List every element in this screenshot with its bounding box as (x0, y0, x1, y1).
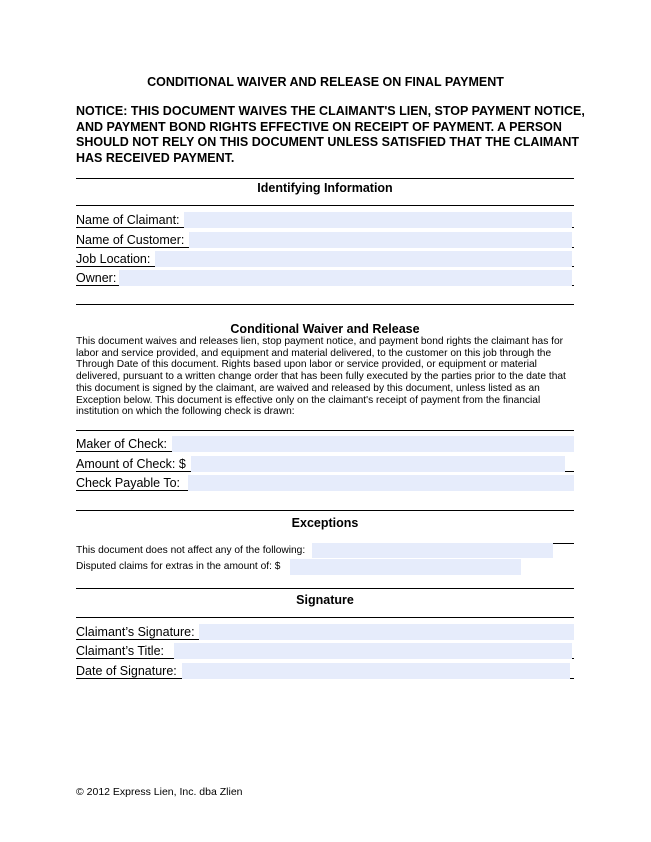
divider (76, 205, 574, 206)
claimant-title-label: Claimant’s Title: (76, 644, 164, 658)
document-title: CONDITIONAL WAIVER AND RELEASE ON FINAL PAYMENT (147, 75, 504, 89)
job-location-label: Job Location: (76, 252, 151, 266)
divider (76, 510, 574, 511)
not-affected-row (76, 543, 556, 558)
claimant-signature-input[interactable] (199, 624, 574, 640)
not-affected-input[interactable] (312, 543, 553, 558)
date-of-signature-row (76, 663, 574, 680)
divider (76, 617, 574, 618)
not-affected-label: This document does not affect any of the following: (76, 545, 306, 556)
notice-text: NOTICE: THIS DOCUMENT WAIVES THE CLAIMANT'S LIEN, STOP PAYMENT NOTICE, AND PAYMENT BOND RIGHTS EFFECTIVE ON RECEIPT OF PAYMENT. A PERSON SHOULD NOT RELY ON THIS DOCUMENT UNLESS SATISFIED THAT THE CLAIMANT HAS RECEIVED PAYMENT. (76, 104, 585, 165)
disputed-claims-label: Disputed claims for extras in the amount of: $ (76, 561, 281, 572)
divider (76, 178, 574, 179)
check-payable-input[interactable] (188, 475, 574, 491)
claimant-title-input[interactable] (174, 643, 572, 659)
claimant-name-row (76, 212, 574, 229)
amount-of-check-label: Amount of Check: $ (76, 457, 186, 471)
customer-name-label: Name of Customer: (76, 233, 185, 247)
claimant-signature-row (76, 624, 574, 641)
amount-of-check-input[interactable] (191, 456, 565, 472)
maker-of-check-label: Maker of Check: (76, 437, 168, 451)
waiver-body-text: This document waives and releases lien, stop payment notice, and payment bond rights the claimant has for labor and service provided, and equipment and material delivered, to the customer on this job through the Through Date of this document. Rights based upon labor or service provided, or equipment or material delivered, pursuant to a written change order that has been fully executed by the parties prior to the date that this document is signed by the claimant, are waived and released by this document, unless listed as an Exception below. This document is effective only on the claimant's receipt of payment from the financial institution on which the following check is drawn: (76, 336, 566, 418)
customer-name-input[interactable] (189, 232, 572, 248)
amount-of-check-row (76, 456, 574, 473)
claimant-name-label: Name of Claimant: (76, 213, 180, 227)
copyright-footer: © 2012 Express Lien, Inc. dba Zlien (76, 786, 243, 798)
signature-heading: Signature (296, 593, 354, 607)
customer-name-row (76, 232, 574, 249)
owner-row (76, 270, 574, 287)
job-location-row (76, 251, 574, 268)
maker-of-check-row (76, 436, 574, 453)
divider (553, 543, 574, 544)
divider (76, 588, 574, 589)
owner-label: Owner: (76, 271, 117, 285)
maker-of-check-input[interactable] (172, 436, 574, 452)
owner-input[interactable] (119, 270, 572, 286)
identifying-heading: Identifying Information (257, 181, 393, 195)
exceptions-heading: Exceptions (291, 516, 359, 530)
divider (76, 430, 574, 431)
claimant-title-row (76, 643, 574, 660)
check-payable-row (76, 475, 574, 492)
divider (76, 304, 574, 305)
date-of-signature-label: Date of Signature: (76, 664, 177, 678)
job-location-input[interactable] (155, 251, 572, 267)
disputed-claims-input[interactable] (290, 559, 521, 575)
claimant-signature-label: Claimant’s Signature: (76, 625, 195, 639)
date-of-signature-input[interactable] (182, 663, 570, 679)
waiver-heading: Conditional Waiver and Release (230, 322, 420, 336)
check-payable-label: Check Payable To: (76, 476, 180, 490)
claimant-name-input[interactable] (184, 212, 572, 228)
disputed-claims-row (76, 559, 524, 574)
